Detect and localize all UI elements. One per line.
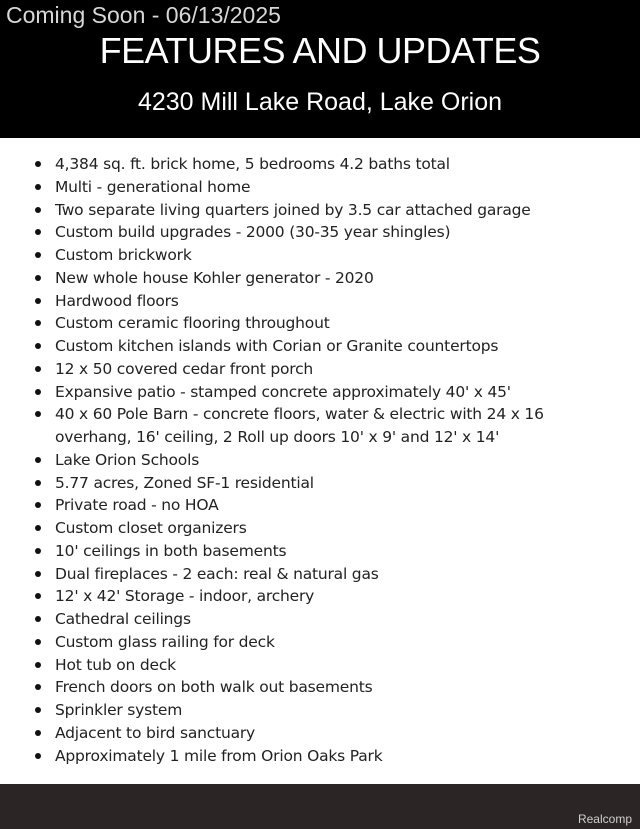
- list-item: Two separate living quarters joined by 3.5 car attached garage: [30, 199, 590, 222]
- list-item: 12' x 42' Storage - indoor, archery: [30, 585, 590, 608]
- list-item: 12 x 50 covered cedar front porch: [30, 358, 590, 381]
- list-item: 5.77 acres, Zoned SF-1 residential: [30, 472, 590, 495]
- property-address: 4230 Mill Lake Road, Lake Orion: [137, 88, 503, 116]
- list-item: Approximately 1 mile from Orion Oaks Park: [30, 745, 590, 768]
- list-item: Hot tub on deck: [30, 654, 590, 677]
- features-section: [0, 138, 640, 784]
- list-item: French doors on both walk out basements: [30, 676, 590, 699]
- list-item: Custom closet organizers: [30, 517, 590, 540]
- list-item: Custom kitchen islands with Corian or Granite countertops: [30, 335, 590, 358]
- list-item: Private road - no HOA: [30, 494, 590, 517]
- list-item: 4,384 sq. ft. brick home, 5 bedrooms 4.2 baths total: [30, 153, 590, 176]
- features-list: [30, 153, 590, 767]
- list-item: Expansive patio - stamped concrete approximately 40' x 45': [30, 381, 590, 404]
- list-item: Cathedral ceilings: [30, 608, 590, 631]
- coming-soon-watermark: Coming Soon - 06/13/2025: [6, 2, 281, 28]
- list-item: 10' ceilings in both basements: [30, 540, 590, 563]
- header-banner: [0, 0, 640, 138]
- list-item: 40 x 60 Pole Barn - concrete floors, water & electric with 24 x 16 overhang, 16' ceiling, 2 Roll up doors 10' x 9' and 12' x 14': [30, 403, 590, 449]
- list-item: Dual fireplaces - 2 each: real & natural gas: [30, 563, 590, 586]
- footer-bar: [0, 784, 640, 829]
- page-title: FEATURES AND UPDATES: [99, 30, 541, 71]
- list-item: New whole house Kohler generator - 2020: [30, 267, 590, 290]
- brand-logo-text: Realcomp: [577, 812, 632, 826]
- list-item: Sprinkler system: [30, 699, 590, 722]
- list-item: Hardwood floors: [30, 290, 590, 313]
- list-item: Custom brickwork: [30, 244, 590, 267]
- list-item: Multi - generational home: [30, 176, 590, 199]
- list-item: Custom build upgrades - 2000 (30-35 year shingles): [30, 221, 590, 244]
- list-item: Custom ceramic flooring throughout: [30, 312, 590, 335]
- list-item: Custom glass railing for deck: [30, 631, 590, 654]
- list-item: Adjacent to bird sanctuary: [30, 722, 590, 745]
- list-item: Lake Orion Schools: [30, 449, 590, 472]
